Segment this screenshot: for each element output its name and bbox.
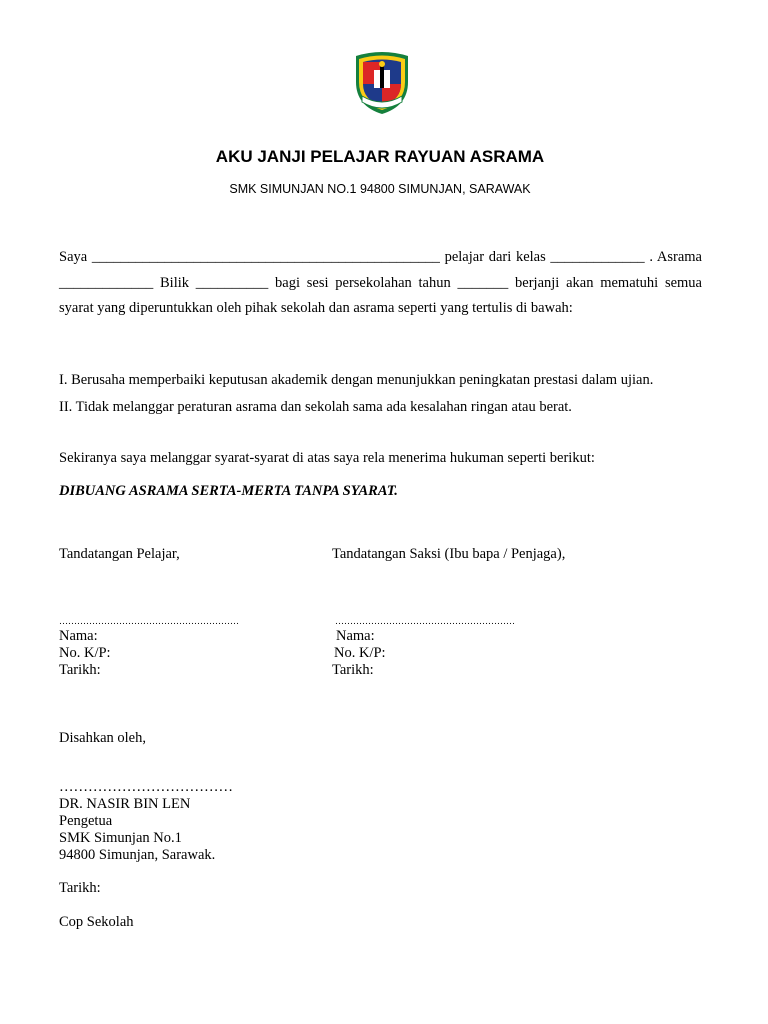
approval-date-label: Tarikh:: [59, 880, 101, 896]
student-name-label: Nama:: [59, 628, 98, 644]
witness-signature-heading: Tandatangan Saksi (Ibu bapa / Penjaga),: [332, 546, 566, 562]
approval-label: Disahkan oleh,: [59, 730, 146, 746]
student-signature-heading: Tandatangan Pelajar,: [59, 546, 180, 562]
student-ic-label: No. K/P:: [59, 645, 111, 661]
document-title: AKU JANJI PELAJAR RAYUAN ASRAMA: [215, 147, 545, 166]
witness-date-label: Tarikh:: [332, 662, 374, 678]
principal-position: Pengetua: [59, 813, 113, 829]
student-signature-line: ……………………………………………………: [59, 616, 239, 626]
intro-paragraph: Saya ________________________________________________ pelajar dari kelas _____________ . Asrama _____________ Bilik __________ bagi sesi persekolahan tahun _______ berjanji akan mematuhi semua syarat yang diperuntukkan oleh pihak sekolah dan asrama seperti yang tertulis di bawah:: [59, 249, 702, 316]
principal-name: DR. NASIR BIN LEN: [59, 796, 191, 812]
school-address: 94800 Simunjan, Sarawak.: [59, 847, 216, 863]
penalty-statement: DIBUANG ASRAMA SERTA-MERTA TANPA SYARAT.: [59, 483, 398, 499]
school-logo-icon: [348, 50, 416, 116]
condition-item: II. Tidak melanggar peraturan asrama dan sekolah sama ada kesalahan ringan atau berat.: [59, 399, 572, 415]
school-name: SMK Simunjan No.1: [59, 830, 182, 846]
witness-signature-line: ……………………………………………………: [335, 616, 515, 626]
witness-ic-label: No. K/P:: [334, 645, 386, 661]
penalty-intro: Sekiranya saya melanggar syarat-syarat di atas saya rela menerima hukuman seperti berikut:: [59, 450, 595, 466]
student-date-label: Tarikh:: [59, 662, 101, 678]
approval-signature-line: ………………………………: [59, 779, 233, 795]
witness-name-label: Nama:: [336, 628, 375, 644]
school-stamp-label: Cop Sekolah: [59, 914, 134, 930]
document-subtitle: SMK SIMUNJAN NO.1 94800 SIMUNJAN, SARAWAK: [229, 182, 531, 196]
condition-item: I. Berusaha memperbaiki keputusan akademik dengan menunjukkan peningkatan prestasi dalam ujian.: [59, 372, 654, 388]
